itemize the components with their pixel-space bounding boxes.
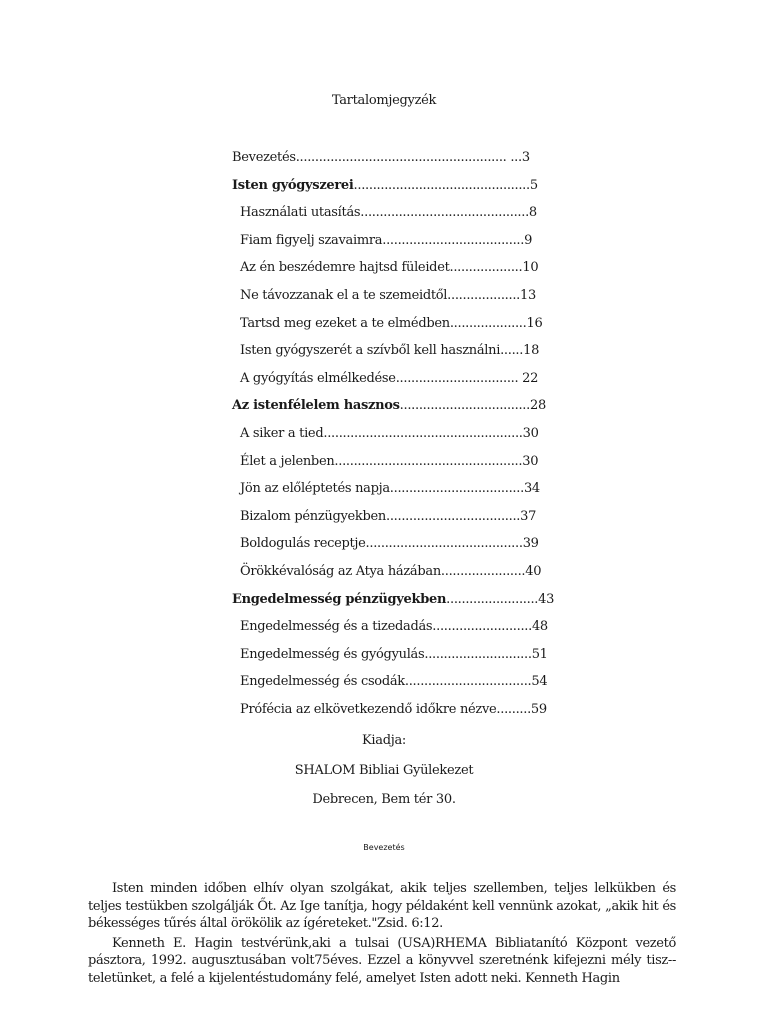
toc-entry-title: Isten gyógyszerei (232, 177, 354, 193)
publisher-address: Debrecen, Bem tér 30. (312, 792, 456, 807)
toc-entry-dots: ....................................................... ... (295, 150, 522, 165)
toc-entry-dots: ................... (447, 287, 520, 303)
toc-entry (232, 313, 552, 341)
toc-entry (232, 395, 552, 423)
toc-entry-page: 30 (522, 425, 539, 441)
toc-entry-page: 18 (523, 343, 540, 359)
toc-entry-dots: ................................................. (334, 453, 523, 469)
paragraph: Kenneth E. Hagin testvérünk,aki a tulsai (USA)RHEMA Bibliatanító Központ vezető pásztora, 1992. augusztusában volt75éves. Ezzel a könyvvel szeretnénk kifejezni mély tisz--teletünket, a felé a kijelentéstudomány felé, amelyet Isten adott neki. Kenneth Hagin (88, 935, 676, 986)
toc-entry (232, 285, 552, 313)
toc-entry-dots: ........................ (446, 591, 539, 607)
toc-entry-title: Használati utasítás (240, 205, 361, 221)
toc-entry-title: Tartsd meg ezeket a te elmédben (240, 315, 450, 331)
toc-entry-title: Élet a jelenben (240, 453, 335, 469)
toc-entry (232, 257, 552, 285)
toc-entry-title: Örökkévalóság az Atya házában (240, 563, 441, 579)
toc-entry-title: Ne távozzanak el a te szemeidtől (240, 287, 448, 303)
toc-entry-dots: .................................. (399, 398, 530, 414)
toc-title: Tartalomjegyzék (331, 93, 437, 108)
table-of-contents (232, 147, 555, 726)
toc-entry (232, 451, 552, 479)
toc-entry-title: A siker a tied (240, 425, 324, 441)
toc-entry-title: Bevezetés (232, 150, 296, 165)
toc-entry-page: 43 (538, 591, 555, 607)
toc-entry-page: 5 (529, 177, 538, 193)
paragraph: Isten minden időben elhív olyan szolgákat, akik teljes szellemben, teljes lelkükben és teljes testükben szolgálják Őt. Az Ige tanítja, hogy példaként kell vennünk azokat, „akik hit és békességes tűrés által örökölik az ígéreteket."Zsid. 6:12. (88, 881, 676, 931)
publisher-label: Kiadja: (361, 733, 406, 748)
toc-entry (232, 147, 552, 175)
toc-entry (232, 506, 552, 534)
toc-entry-title: A gyógyítás elmélkedése (240, 370, 396, 386)
toc-entry (232, 699, 552, 727)
toc-entry-dots: ...... (500, 343, 524, 359)
toc-entry-page: 9 (524, 232, 533, 248)
toc-entry-dots: ................... (449, 260, 523, 276)
toc-entry-page: 30 (522, 453, 539, 469)
toc-entry-dots: ......... (496, 701, 531, 717)
toc-entry-page: 13 (520, 287, 536, 303)
toc-entry-page: 51 (531, 646, 548, 662)
toc-entry-title: Az istenfélelem hasznos (232, 398, 400, 414)
toc-entry (232, 589, 555, 617)
toc-entry-page: 16 (526, 315, 543, 331)
toc-entry-title: Isten gyógyszerét a szívből kell használni (240, 343, 501, 359)
toc-entry (232, 561, 552, 589)
toc-entry (232, 644, 552, 672)
toc-entry (232, 175, 552, 203)
toc-entry-page: 10 (522, 260, 539, 276)
toc-entry (232, 368, 552, 396)
toc-entry-title: Engedelmesség és gyógyulás (240, 646, 425, 662)
toc-entry-title: Boldogulás receptje (240, 536, 366, 552)
toc-entry (232, 230, 552, 258)
toc-entry-title: Engedelmesség és csodák (240, 674, 405, 690)
toc-entry (232, 423, 552, 451)
toc-entry-dots: ......................................... (365, 536, 523, 552)
toc-entry (232, 340, 552, 368)
toc-entry-page: 48 (531, 619, 548, 635)
toc-entry-dots: ................................... (389, 481, 524, 497)
body-text (88, 880, 676, 989)
toc-entry-title: Az én beszédemre hajtsd füleidet (240, 260, 450, 276)
toc-entry-page: 40 (525, 563, 542, 579)
toc-entry-dots: ................................. (404, 674, 532, 690)
toc-entry-page: 22 (522, 370, 539, 386)
toc-entry-title: Jön az előléptetés napja (240, 481, 390, 497)
toc-entry-dots: .......................... (432, 619, 532, 635)
toc-entry-page: 59 (530, 701, 547, 717)
toc-entry-dots: .................................................... (323, 425, 523, 441)
toc-entry-page: 54 (531, 674, 548, 690)
toc-entry-title: Bizalom pénzügyekben (240, 508, 386, 524)
toc-entry-title: Prófécia az elkövetkezendő időkre nézve (240, 701, 497, 717)
toc-entry-dots: ................................ (395, 370, 523, 386)
toc-entry-title: Engedelmesség és a tizedadás (240, 619, 433, 635)
toc-entry-page: 8 (528, 205, 537, 221)
toc-entry (232, 478, 552, 506)
toc-entry-dots: .............................................. (353, 177, 530, 193)
toc-entry (232, 202, 552, 230)
toc-entry-title: Fiam figyelj szavaimra (240, 232, 383, 248)
toc-entry-page: 34 (523, 481, 540, 497)
toc-entry (232, 671, 552, 699)
toc-entry-page: 37 (520, 508, 537, 524)
toc-entry-dots: ...................... (440, 563, 526, 579)
publisher-name: SHALOM Bibliai Gyülekezet (294, 763, 474, 778)
toc-entry-page: 3 (521, 150, 530, 165)
toc-entry-dots: ................................... (386, 508, 521, 524)
toc-entry-dots: ..................................... (382, 232, 525, 248)
toc-entry-page: 28 (529, 398, 546, 414)
toc-entry (232, 616, 552, 644)
toc-entry (232, 533, 552, 561)
toc-entry-page: 39 (522, 536, 539, 552)
toc-entry-dots: ............................ (424, 646, 532, 662)
section-heading: Bevezetés (363, 843, 405, 852)
toc-entry-dots: .................... (449, 315, 527, 331)
toc-entry-title: Engedelmesség pénzügyekben (232, 591, 447, 607)
toc-entry-dots: ............................................ (360, 205, 529, 221)
